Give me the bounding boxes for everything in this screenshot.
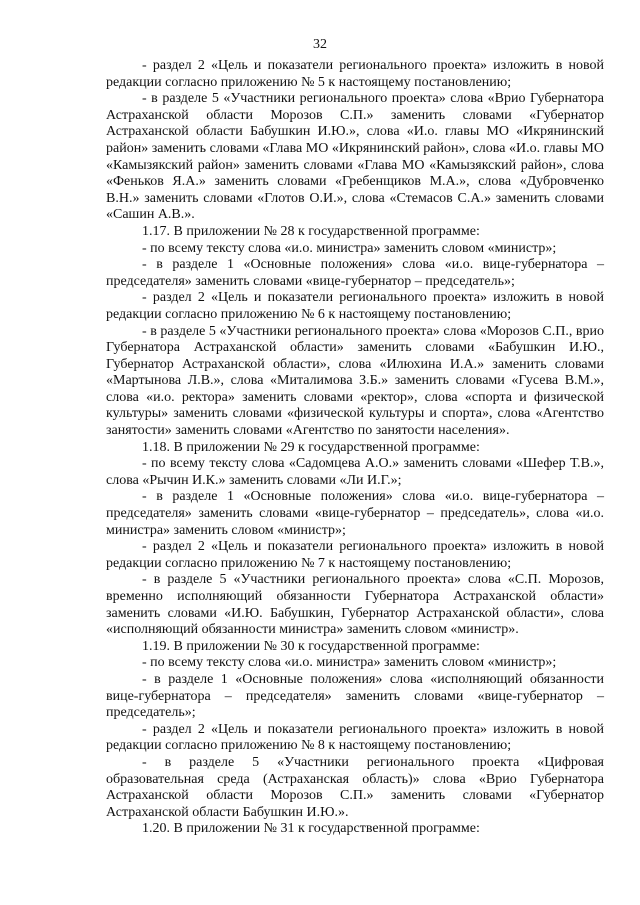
- paragraph: - раздел 2 «Цель и показатели регионального проекта» изложить в новой редакции согласно приложению № 6 к настоящему постановлению;: [106, 290, 604, 322]
- paragraph: - раздел 2 «Цель и показатели регионального проекта» изложить в новой редакции согласно приложению № 7 к настоящему постановлению;: [106, 539, 604, 571]
- paragraph: 1.18. В приложении № 29 к государственной программе:: [142, 439, 480, 455]
- paragraph: - в разделе 5 «Участники регионального проекта» слова «Морозов С.П., врио Губернатора Астраханской области» заменить словами «Бабушкин И.Ю., Губернатор Астраханской области», слова «Илюхина И.А.» заменить словами «Мартынова Л.В.», слова «Миталимова З.Б.» заменить словами «Гусева В.М.», слова «и.о. ректора» заменить словами «ректор», слова «спорта и физической культуры» заменить словами «физической культуры и спорта», слова «Агентство занятости» заменить словами «Агентство по занятости населения».: [106, 323, 604, 439]
- paragraph: - раздел 2 «Цель и показатели регионального проекта» изложить в новой редакции согласно приложению № 5 к настоящему постановлению;: [106, 58, 604, 90]
- paragraph: - по всему тексту слова «и.о. министра» заменить словом «министр»;: [142, 240, 557, 256]
- paragraph: 1.17. В приложении № 28 к государственной программе:: [142, 223, 480, 239]
- paragraph: - по всему тексту слова «Садомцева А.О.» заменить словами «Шефер Т.В.», слова «Рычин И.К.» заменить словами «Ли И.Г.»;: [106, 456, 604, 488]
- paragraph: - в разделе 5 «Участники регионального проекта» слова «Врио Губернатора Астраханской области Морозов С.П.» заменить словами «Губернатор Астраханской области Бабушкин И.Ю.», слова «И.о. главы МО «Икрянинский район» заменить словами «Глава МО «Икрянинский район», слова «И.о. главы МО «Камызякский район» заменить словами «Глава МО «Камызякский район», слова «Феньков Я.А.» заменить словами «Гребенщиков М.А.», слова «Дубровченко В.Н.» заменить словами «Глотов О.И.», слова «Стемасов С.А.» заменить словами «Сашин А.В.».: [106, 91, 604, 223]
- paragraph: - в разделе 1 «Основные положения» слова «исполняющий обязанности вице-губернатора – председателя» заменить словами «вице-губернатор – председатель»;: [106, 671, 604, 721]
- paragraph: - в разделе 1 «Основные положения» слова «и.о. вице-губернатора – председателя» заменить словами «вице-губернатор – председатель»;: [106, 257, 604, 289]
- page-number: 32: [313, 37, 327, 52]
- document-body: [106, 58, 604, 838]
- paragraph: 1.20. В приложении № 31 к государственной программе:: [142, 821, 480, 837]
- paragraph: - в разделе 1 «Основные положения» слова «и.о. вице-губернатора – председателя» заменить словами «вице-губернатор – председатель», слова «и.о. министра» заменить словом «министр»;: [106, 489, 604, 538]
- paragraph: - в разделе 5 «Участники регионального проекта» слова «С.П. Морозов, временно исполняющий обязанности Губернатора Астраханской области» заменить словами «И.Ю. Бабушкин, Губернатор Астраханской области», слова «исполняющий обязанности министра» заменить словом «министр».: [106, 572, 604, 638]
- paragraph: - по всему тексту слова «и.о. министра» заменить словом «министр»;: [142, 655, 557, 671]
- paragraph: 1.19. В приложении № 30 к государственной программе:: [142, 638, 480, 654]
- paragraph: - в разделе 5 «Участники регионального проекта «Цифровая образовательная среда (Астраханская область)» слова «Врио Губернатора Астраханской области Морозов С.П.» заменить словами «Губернатор Астраханской области Бабушкин И.Ю.».: [106, 754, 604, 820]
- paragraph: - раздел 2 «Цель и показатели регионального проекта» изложить в новой редакции согласно приложению № 8 к настоящему постановлению;: [106, 721, 604, 754]
